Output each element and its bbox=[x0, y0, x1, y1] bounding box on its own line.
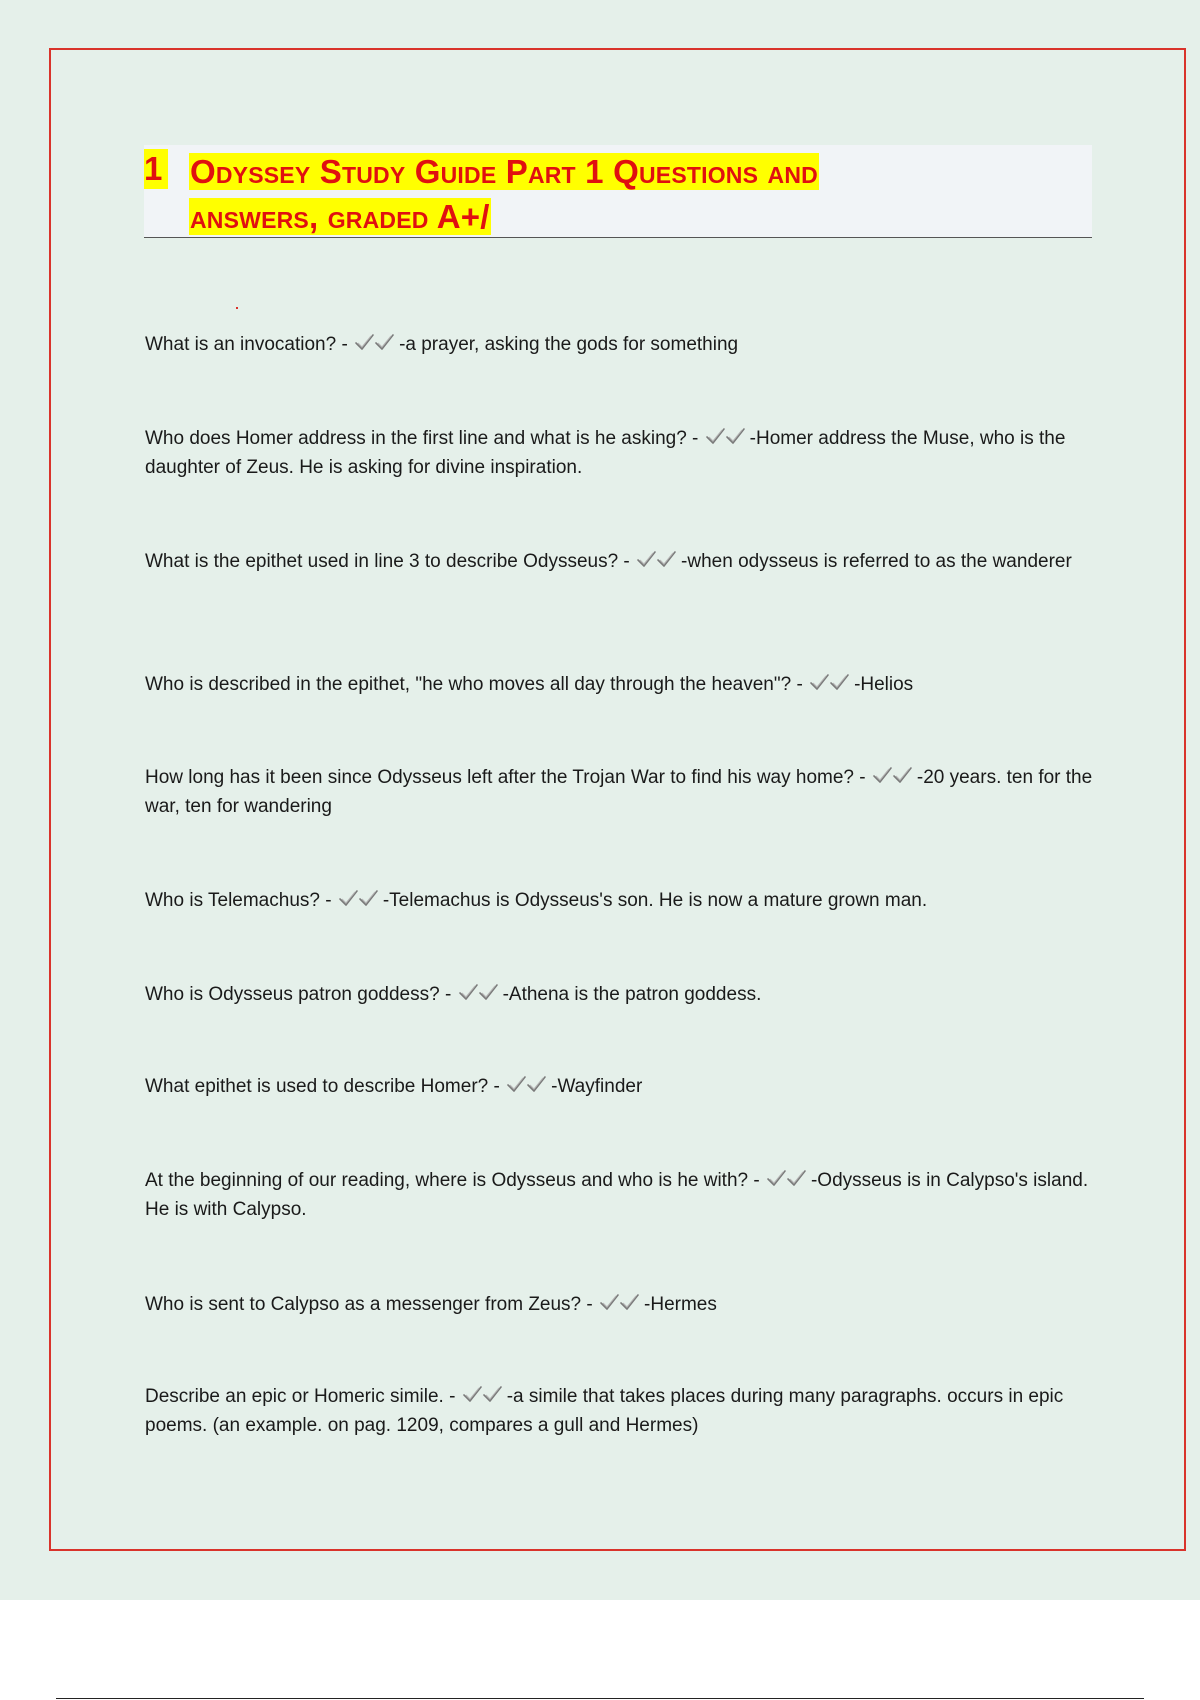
double-check-icon bbox=[809, 672, 853, 694]
double-check-icon bbox=[872, 765, 916, 787]
answer-text: -a prayer, asking the gods for something bbox=[399, 334, 739, 355]
answer-text: -20 years. ten for the war, ten for wandering bbox=[145, 767, 1093, 817]
page-title bbox=[189, 149, 889, 239]
separator: - bbox=[686, 428, 704, 449]
qa-item bbox=[145, 1290, 1100, 1319]
separator: - bbox=[853, 767, 871, 788]
double-check-icon bbox=[458, 982, 502, 1004]
separator: - bbox=[336, 334, 354, 355]
qa-item bbox=[145, 330, 1100, 359]
answer-text: -when odysseus is referred to as the wanderer bbox=[681, 551, 1072, 572]
title-block bbox=[144, 145, 1092, 238]
qa-item bbox=[145, 1072, 1100, 1101]
question-text: Who is sent to Calypso as a messenger from Zeus? bbox=[145, 1294, 582, 1315]
question-text: Describe an epic or Homeric simile. bbox=[145, 1386, 444, 1407]
double-check-icon bbox=[636, 549, 680, 571]
answer-text: -Homer address the Muse, who is the daughter of Zeus. He is asking for divine inspiration. bbox=[145, 428, 1066, 478]
title-number: 1 bbox=[144, 149, 168, 189]
separator: - bbox=[488, 1076, 506, 1097]
double-check-icon bbox=[766, 1168, 810, 1190]
separator: - bbox=[791, 674, 809, 695]
answer-text: -Telemachus is Odysseus's son. He is now a mature grown man. bbox=[382, 890, 928, 911]
answer-text: -Athena is the patron goddess. bbox=[502, 984, 762, 1005]
separator: - bbox=[618, 551, 636, 572]
title-line-1: Odyssey Study Guide Part 1 Questions and bbox=[190, 153, 818, 190]
answer-text: -a simile that takes places during many paragraphs. occurs in epic poems. (an example. on pag. 1209, compares a gull and Hermes) bbox=[145, 1386, 1064, 1436]
double-check-icon bbox=[338, 888, 382, 910]
question-text: What epithet is used to describe Homer? bbox=[145, 1076, 489, 1097]
question-text: Who is Odysseus patron goddess? bbox=[145, 984, 440, 1005]
answer-text: -Odysseus is in Calypso's island. He is with Calypso. bbox=[145, 1170, 1089, 1220]
question-text: Who is Telemachus? bbox=[145, 890, 320, 911]
separator: - bbox=[439, 984, 457, 1005]
qa-item bbox=[145, 763, 1100, 821]
question-text: Who does Homer address in the first line and what is he asking? bbox=[145, 428, 687, 449]
question-text: At the beginning of our reading, where is Odysseus and who is he with? bbox=[145, 1170, 749, 1191]
qa-item bbox=[145, 547, 1100, 576]
footer-rule bbox=[56, 1698, 1144, 1699]
separator: - bbox=[443, 1386, 461, 1407]
qa-item bbox=[145, 424, 1100, 482]
qa-item bbox=[145, 1166, 1100, 1224]
stray-mark bbox=[236, 307, 238, 309]
question-text: How long has it been since Odysseus left after the Trojan War to find his way home? bbox=[145, 767, 854, 788]
double-check-icon bbox=[599, 1292, 643, 1314]
double-check-icon bbox=[506, 1074, 550, 1096]
question-text: What is the epithet used in line 3 to describe Odysseus? bbox=[145, 551, 619, 572]
answer-text: -Wayfinder bbox=[551, 1076, 643, 1097]
answer-text: -Helios bbox=[854, 674, 914, 695]
separator: - bbox=[319, 890, 337, 911]
qa-item bbox=[145, 670, 1100, 699]
separator: - bbox=[581, 1294, 599, 1315]
double-check-icon bbox=[354, 332, 398, 354]
qa-item bbox=[145, 980, 1100, 1009]
separator: - bbox=[748, 1170, 765, 1191]
double-check-icon bbox=[705, 426, 749, 448]
qa-item bbox=[145, 1382, 1100, 1440]
question-text: What is an invocation? bbox=[145, 334, 337, 355]
answer-text: -Hermes bbox=[644, 1294, 717, 1315]
double-check-icon bbox=[462, 1384, 506, 1406]
qa-item bbox=[145, 886, 1100, 915]
question-text: Who is described in the epithet, "he who moves all day through the heaven"? bbox=[145, 674, 792, 695]
title-line-2: answers, graded A+/ bbox=[190, 198, 490, 235]
